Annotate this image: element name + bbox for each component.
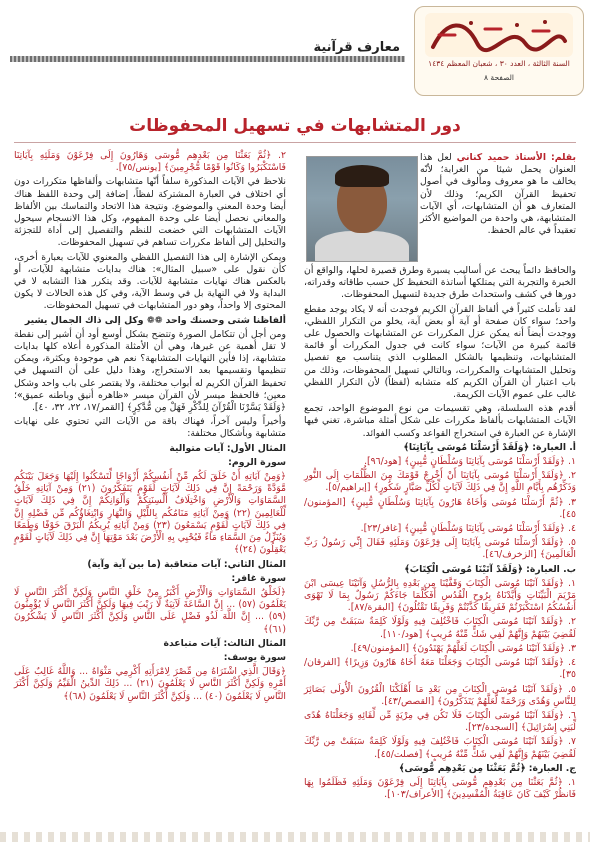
verse-block: ﴿وَقَالَ الَّذِي اشْتَرَاهُ مِن مِّصْرَ لِامْرَأَتِهِ أَكْرِمِي مَثْوَاهُ ... وَاللَّهُ غَالِبٌ عَلَى أَمْرِهِ وَلَكِنَّ أَكْثَرَ النَّاسِ لَا يَعْلَمُونَ (٢١) ... ذَلِكَ الدِّينُ الْقَيِّمُ وَلَكِنَّ أَكْثَرَ النَّاسِ لَا يَعْلَمُونَ (٤٠) ... وَلَكِنَّ أَكْثَرَ النَّاسِ لَا يَعْلَمُونَ (٦٨)﴾ — [14, 666, 286, 702]
paragraph: ومن أجل أن تتكامل الصورة وتتضح بشكل أوسع أود أن أشير إلى نقطة لا تقل أهمية عن غيرها، وهي أن الأمثلة المذكورة أعلاه كلها بدايات متشابهة، إذا فأين النهايات المتشابهة؟ نعم هي موجودة وبكثرة، ويمكن تنظيمها وتقسيمها بعد الاستخراج، وهذا دليل على أن التسهيل في تحفيظ القرآن الكريم له أبواب مختلفة، ولا يقتصر على باب واحد وشكل معين؛ فالحفظ ميسر لأن القرآن ميسر «ظاهره أنيق وباطنه عميق»؛ ﴿وَلَقَدْ يَسَّرْنَا الْقُرْآنَ لِلذِّكْرِ فَهَلْ مِن مُّدَّكِرٍ﴾ [القمر/١٧، ٢٢، ٣٢، ٤٠]. — [14, 328, 286, 414]
verse-item: ١. ﴿وَلَقَدْ آتَيْنَا مُوسَى الْكِتَابَ وَقَفَّيْنَا مِن بَعْدِهِ بِالرُّسُلِ وَآتَيْنَا عِيسَى ابْنَ مَرْيَمَ الْبَيِّنَاتِ وَأَيَّدْنَاهُ بِرُوحِ الْقُدُسِ أَفَكُلَّمَا جَاءَكُمْ رَسُولٌ بِمَا لَا تَهْوَى أَنفُسُكُمُ اسْتَكْبَرْتُمْ فَفَرِيقًا كَذَّبْتُمْ وَفَرِيقًا تَقْتُلُونَ﴾ [البقرة/٨٧]. — [304, 577, 576, 614]
verse-item: ٣. ﴿ثُمَّ أَرْسَلْنَا مُوسَى وَأَخَاهُ هَارُونَ بِآيَاتِنَا وَسُلْطَانٍ مُّبِينٍ﴾ [المؤمنون/٤٥]. — [304, 496, 576, 520]
author-box — [304, 150, 576, 262]
verse-item: ٥. ﴿وَلَقَدْ أَرْسَلْنَا مُوسَى بِآيَاتِنَا إِلَى فِرْعَوْنَ وَمَلَئِهِ فَقَالَ إِنِّي رَسُولُ رَبِّ الْعَالَمِينَ﴾ [الزخرف/٤٦]. — [304, 537, 576, 561]
verse-item: ٧. ﴿وَلَقَدْ آتَيْنَا مُوسَى الْكِتَابَ فَاخْتُلِفَ فِيهِ وَلَوْلَا كَلِمَةٌ سَبَقَتْ مِن رَّبِّكَ لَقُضِيَ بَيْنَهُمْ وَإِنَّهُمْ لَفِي شَكٍّ مِّنْهُ مُرِيبٍ﴾ [فصلت/٤٥]. — [304, 736, 576, 760]
surah-label: سورة الروم: — [228, 456, 286, 468]
article-title: دور المتشابهات في تسهيل المحفوظات — [129, 116, 461, 136]
example-heading: ج. العبارة: ﴿ثُمَّ بَعَثْنَا مِن بَعْدِهِم مُّوسَى﴾ — [398, 762, 576, 774]
verse-item: ٢. ﴿وَلَقَدْ أَرْسَلْنَا مُوسَى بِآيَاتِنَا أَنْ أَخْرِجْ قَوْمَكَ مِنَ الظُّلُمَاتِ إِلَى النُّورِ وَذَكِّرْهُم بِأَيَّامِ اللَّهِ إِنَّ فِي ذَلِكَ لَآيَاتٍ لِّكُلِّ صَبَّارٍ شَكُورٍ﴾ [إبراهيم/٥]. — [304, 470, 576, 494]
masthead-logo — [425, 13, 573, 57]
verse-item: ٢. ﴿وَلَقَدْ آتَيْنَا مُوسَى الْكِتَابَ فَاخْتُلِفَ فِيهِ وَلَوْلَا كَلِمَةٌ سَبَقَتْ مِن رَّبِّكَ لَقُضِيَ بَيْنَهُمْ وَإِنَّهُمْ لَفِي شَكٍّ مِّنْهُ مُرِيبٍ﴾ [هود/١١٠]. — [304, 616, 576, 640]
right-column — [304, 150, 576, 803]
section-label: معارف قرآنية — [313, 40, 400, 55]
intro-text: لعل هذا العنوان يحمل شيئا من الغرابة؛ لأنّه يخالف ما هو معروف ومألوف في أصول تحفيظ القرآن الكريم؛ وذلك لأن المتعارف هو أن المتشابهات، أي الآيات المتشابهة، هي واحدة من المواضيع الأكثر تعقيداً في عالم الحفظ. — [420, 152, 576, 237]
example-heading: المثال الأول: آيات متوالية — [169, 442, 286, 454]
verse-item: ٦. ﴿وَلَقَدْ آتَيْنَا مُوسَى الْكِتَابَ فَلَا تَكُن فِي مِرْيَةٍ مِّن لِّقَائِهِ وَجَعَلْنَاهُ هُدًى لِّبَنِي إِسْرَائِيلَ﴾ [السجدة/٢٣]. — [304, 709, 576, 734]
paragraph: أقدم هذه السلسلة، وهي تقسيمات من نوع الموضوع الواحد، تجمع الآيات المتشابهات بألفاظ مكررات على شكل أمثلة مباشرة، تغني فيها الإشارة عن العبارة في استخراج القواعد وكسب الفوائد. — [304, 403, 576, 439]
paragraph: والحافظ دائماً يبحث عن أساليب يسيرة وطرق قصيرة لحلها، والواقع أن الخبرة والتجربة التي يمتلكها أساتذة التحفيظ كل حسب طاقاته وقدراته، دورها في كشف واستحداث طرق جديدة لتسهيل المحفوظات. — [304, 265, 576, 301]
verse-item: ١. ﴿ثُمَّ بَعَثْنَا مِن بَعْدِهِم مُّوسَى بِآيَاتِنَا إِلَى فِرْعَوْنَ وَمَلَئِهِ فَظَلَمُوا بِهَا فَانظُرْ كَيْفَ كَانَ عَاقِبَةُ الْمُفْسِدِينَ﴾ [الأعراف/١٠٣]. — [304, 776, 576, 801]
author-intro — [420, 152, 576, 237]
example-heading: أ. العبارة: ﴿وَلَقَدْ أَرْسَلْنَا مُوسَى بِآيَاتِنَا﴾ — [403, 441, 576, 453]
title-divider — [14, 142, 576, 143]
page-number: الصفحة ٨ — [484, 73, 514, 82]
verse-block: ﴿وَمِنْ آيَاتِهِ أَنْ خَلَقَ لَكُم مِّنْ أَنفُسِكُمْ أَزْوَاجًا لِّتَسْكُنُوا إِلَيْهَا وَجَعَلَ بَيْنَكُم مَّوَدَّةً وَرَحْمَةً إِنَّ فِي ذَلِكَ لَآيَاتٍ لِّقَوْمٍ يَتَفَكَّرُونَ (٢١) وَمِنْ آيَاتِهِ خَلْقُ السَّمَاوَاتِ وَالْأَرْضِ وَاخْتِلَافُ أَلْسِنَتِكُمْ وَأَلْوَانِكُمْ إِنَّ فِي ذَلِكَ لَآيَاتٍ لِّلْعَالِمِينَ (٢٢) وَمِنْ آيَاتِهِ مَنَامُكُم بِاللَّيْلِ وَالنَّهَارِ وَابْتِغَاؤُكُم مِّن فَضْلِهِ إِنَّ فِي ذَلِكَ لَآيَاتٍ لِّقَوْمٍ يَسْمَعُونَ (٢٣) وَمِنْ آيَاتِهِ يُرِيكُمُ الْبَرْقَ خَوْفًا وَطَمَعًا وَيُنَزِّلُ مِنَ السَّمَاءِ مَاءً فَيُحْيِي بِهِ الْأَرْضَ بَعْدَ مَوْتِهَا إِنَّ فِي ذَلِكَ لَآيَاتٍ لِّقَوْمٍ يَعْقِلُونَ (٢٤)﴾ — [14, 471, 287, 556]
paragraph: ويمكن الإشارة إلى هذا التفصيل اللفظي والمعنوي للآيات بعبارة أخرى، كأن نقول على «سبيل المثال»: هناك بدايات متشابهة للآيات، أو بالعكس هناك نهايات متشابهة للآيات. وقد يتكرر هذا التشابه لا في البداية ولا في النهاية بل في وسط الآية، وفي كل هذه الحالات لا يكون المحتوى إلا واحداً، وهو دور المتشابهات في تسهيل المحفوظات. — [14, 251, 286, 312]
author-name: الأستاذ حميد كناني — [456, 152, 547, 163]
poetry-line: ألفاظنا شتى وحسنك واحد ❁❁ وكل إلى ذاك الجمال يشير — [24, 314, 286, 326]
author-prefix: بقلم: — [550, 152, 576, 163]
issue-line: السنة الثالثة ، العدد ٣٠ ، شعبان المعظم ١٤٣٤ — [428, 59, 570, 68]
surah-label: سورة غافر: — [231, 572, 286, 584]
verse-item: ١. ﴿وَلَقَدْ أَرْسَلْنَا مُوسَى بِآيَاتِنَا وَسُلْطَانٍ مُّبِينٍ﴾ [هود/٩٦]. — [364, 456, 576, 468]
paragraph: وأخيراً وليس آخراً، فهناك باقة من الآيات التي تحتوي على نهايات متشابهة وبأشكال مختلفة: — [14, 416, 286, 440]
page-header — [0, 0, 590, 100]
paragraph: لقد تأملت كثيراً في ألفاظ القرآن الكريم فوجدت أنه لا يكاد يوجد مقطع واحد؛ سواء كان صفحة أو آية أو بعض آية، يخلو من التكرار اللفظي، ووجدت أيضاً أنه يمكن عزل المكررات عن المتشابهات والحصول على قائمة كبيرة من الآيات؛ سواء كانت في جدول المكررات أو قائمة المتشابهات، وتنظيمها بالشكل المطلوب الذي يتناسب مع تفصيل وتحليل المتشابهات والمكررات، وبالتالي تسهيل المحفوظات، وذلك من باب اعتبار أن القرآن الكريم كله متشابه (لفظاً) لأن التكرار اللفظي غالب على عموم الآيات الكريمة. — [304, 303, 576, 401]
left-column — [14, 150, 286, 705]
author-photo — [306, 156, 418, 262]
verse-block: ﴿لَخَلْقُ السَّمَاوَاتِ وَالْأَرْضِ أَكْبَرُ مِنْ خَلْقِ النَّاسِ وَلَكِنَّ أَكْثَرَ النَّاسِ لَا يَعْلَمُونَ (٥٧) ... إِنَّ السَّاعَةَ لَآتِيَةٌ لَّا رَيْبَ فِيهَا وَلَكِنَّ أَكْثَرَ النَّاسِ لَا يُؤْمِنُونَ (٥٩) ... إِنَّ اللَّهَ لَذُو فَضْلٍ عَلَى النَّاسِ وَلَكِنَّ أَكْثَرَ النَّاسِ لَا يَشْكُرُونَ (٦١)﴾ — [14, 586, 286, 635]
header-rule — [10, 56, 405, 62]
verse-item: ٢. ﴿ثُمَّ بَعَثْنَا مِن بَعْدِهِم مُّوسَى وَهَارُونَ إِلَى فِرْعَوْنَ وَمَلَئِهِ بِآيَاتِنَا فَاسْتَكْبَرُوا وَكَانُوا قَوْمًا مُّجْرِمِينَ﴾ [يونس/٧٥]. — [14, 150, 286, 174]
masthead — [414, 6, 584, 96]
surah-label: سورة يوسف: — [223, 651, 286, 663]
footer-ornament — [0, 832, 590, 842]
paragraph: نلاحظ في الآيات المذكورة سلفاً أنّها متشابهات وألفاظها متكررات دون أي اختلاف في العبارة المشتركة لفظاً، إضافة إلى وحدة اللفظ هناك أيضا وحدة المعنى والموضوع. ونتيجة هذا الاتحاد والتماسك بين الألفاظ والمعاني نحصل أيضا على وحدة المفهوم، وكل هذا الانسجام سيحول الآيات المتشابهات التي خضعت للنظم والتفصيل إلى أداة للتجزئة والتحليل إلى ألفاظ مكررات تساهم في تسهيل المحفوظات. — [14, 176, 286, 249]
example-heading: المثال الثاني: آيات متعاقبة (ما بين آية وآية) — [87, 558, 286, 570]
verse-item: ٤. ﴿وَلَقَدْ آتَيْنَا مُوسَى الْكِتَابَ وَجَعَلْنَا مَعَهُ أَخَاهُ هَارُونَ وَزِيرًا﴾ [الفرقان/٣٥]. — [304, 657, 576, 681]
verse-item: ٤. ﴿وَلَقَدْ أَرْسَلْنَا مُوسَى بِآيَاتِنَا وَسُلْطَانٍ مُّبِينٍ﴾ [غافر/٢٣]. — [360, 523, 576, 535]
example-heading: المثال الثالث: آيات متباعدة — [163, 637, 286, 649]
verse-item: ٥. ﴿وَلَقَدْ آتَيْنَا مُوسَى الْكِتَابَ مِن بَعْدِ مَا أَهْلَكْنَا الْقُرُونَ الْأُولَى بَصَائِرَ لِلنَّاسِ وَهُدًى وَرَحْمَةً لَّعَلَّهُمْ يَتَذَكَّرُونَ﴾ [القصص/٤٣]. — [304, 683, 576, 707]
example-heading: ب. العبارة: ﴿وَلَقَدْ آتَيْنَا مُوسَى الْكِتَابَ﴾ — [404, 563, 576, 575]
verse-item: ٣. ﴿وَلَقَدْ آتَيْنَا مُوسَى الْكِتَابَ لَعَلَّهُمْ يَهْتَدُونَ﴾ [المؤمنون/٤٩]. — [350, 642, 576, 654]
